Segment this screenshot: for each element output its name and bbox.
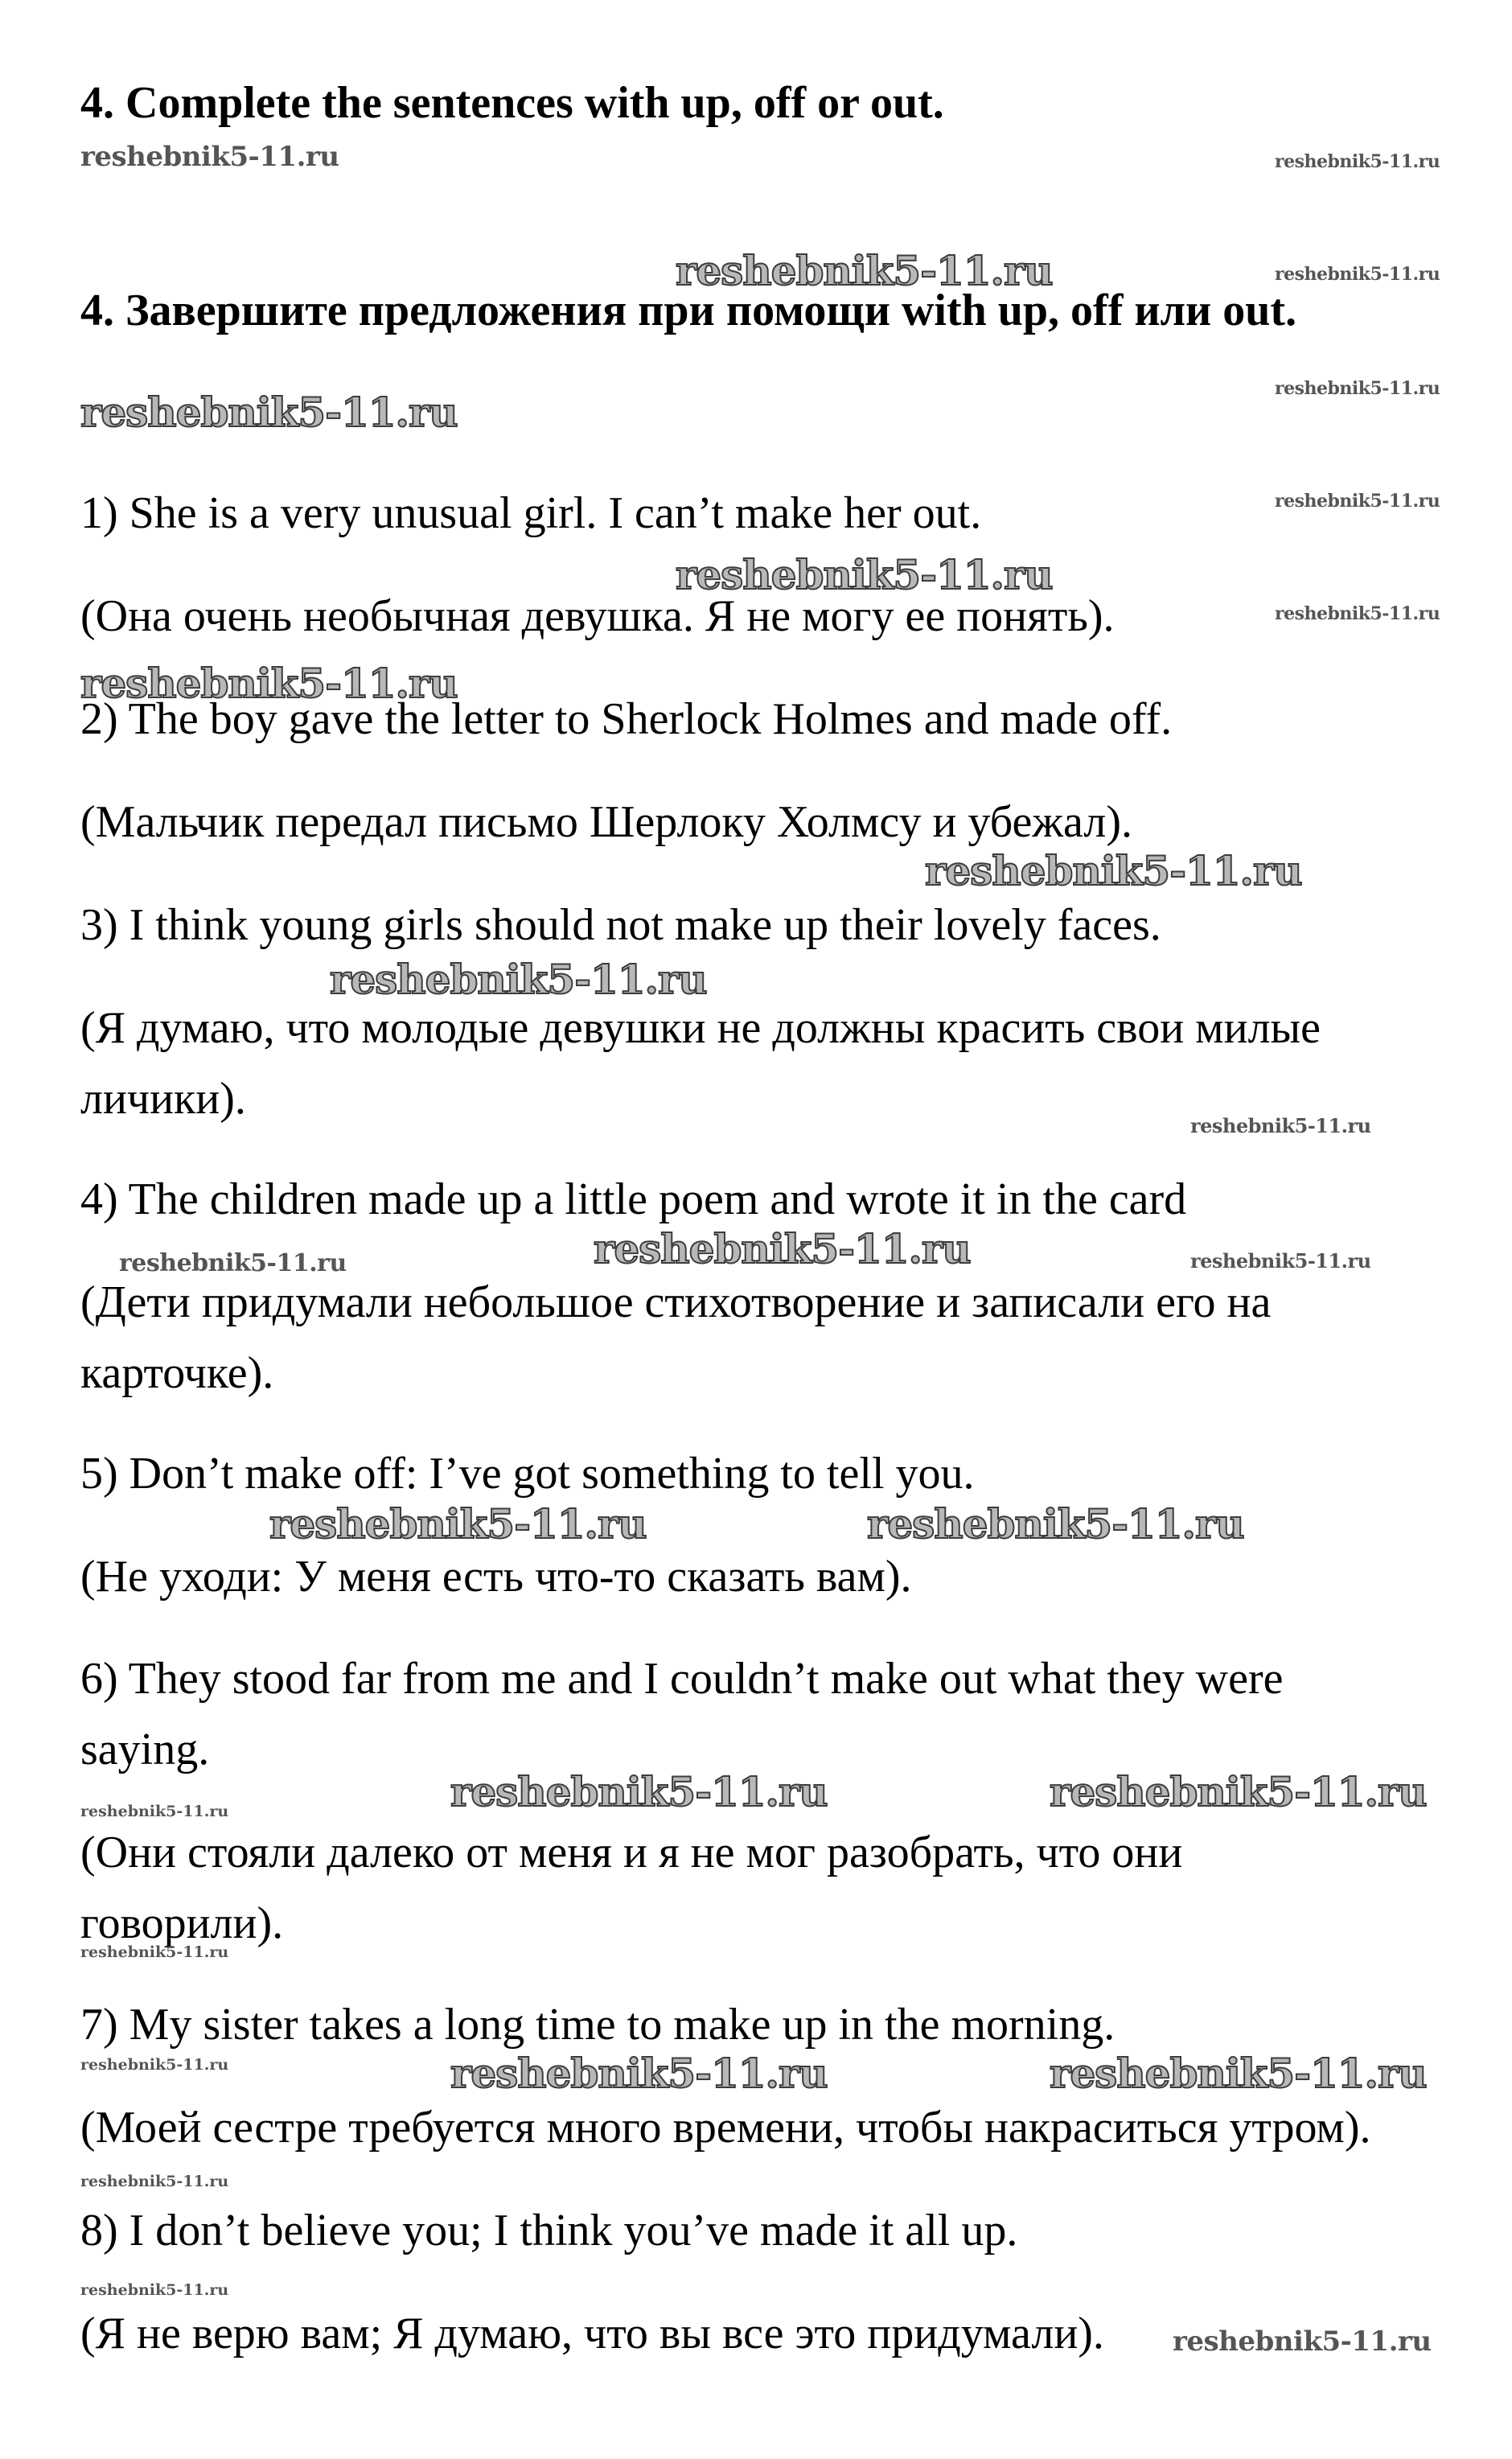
item-1-russian: (Она очень необычная девушка. Я не могу ее понять). — [80, 591, 1115, 641]
watermark-large: reshebnik5-11.ru — [1050, 1768, 1427, 1815]
watermark-small: reshebnik5-11.ru — [1275, 378, 1440, 399]
item-7-english: 7) My sister takes a long time to make up in the morning. — [80, 2000, 1116, 2050]
watermark-large: reshebnik5-11.ru — [1050, 2050, 1427, 2097]
item-2-russian: (Мальчик передал письмо Шерлоку Холмсу и убежал). — [80, 797, 1132, 847]
watermark-tiny: reshebnik5-11.ru — [80, 1803, 229, 1820]
watermark-small: reshebnik5-11.ru — [1275, 603, 1440, 624]
watermark-small: reshebnik5-11.ru — [1190, 1249, 1371, 1273]
item-1-english: 1) She is a very unusual girl. I can’t make her out. — [80, 488, 982, 538]
watermark-tiny: reshebnik5-11.ru — [80, 2173, 229, 2190]
watermark-large: reshebnik5-11.ru — [80, 389, 458, 436]
item-8-english: 8) I don’t believe you; I think you’ve made it all up. — [80, 2206, 1018, 2255]
watermark-large: reshebnik5-11.ru — [330, 956, 707, 1003]
watermark-large: reshebnik5-11.ru — [676, 247, 1053, 294]
watermark-medium: reshebnik5-11.ru — [119, 1249, 347, 1277]
item-5-russian: (Не уходи: У меня есть что-то сказать вам). — [80, 1552, 912, 1602]
watermark-large: reshebnik5-11.ru — [925, 847, 1302, 894]
watermark-tiny: reshebnik5-11.ru — [80, 1943, 229, 1961]
watermark-small: reshebnik5-11.ru — [1275, 491, 1440, 512]
watermark-medium: reshebnik5-11.ru — [80, 141, 339, 173]
watermark-small: reshebnik5-11.ru — [1275, 264, 1440, 285]
item-4-russian-line-1: (Дети придумали небольшое стихотворение и записали его на — [80, 1277, 1272, 1327]
watermark-large: reshebnik5-11.ru — [594, 1225, 971, 1273]
item-3-russian-line-2: личики). — [80, 1074, 246, 1124]
item-6-russian-line-2: говорили). — [80, 1898, 284, 1948]
watermark-large: reshebnik5-11.ru — [450, 2050, 828, 2097]
watermark-large: reshebnik5-11.ru — [867, 1500, 1244, 1548]
item-4-russian-line-2: карточке). — [80, 1348, 274, 1398]
item-7-russian: (Моей сестре требуется много времени, чтобы накраситься утром). — [80, 2103, 1371, 2153]
watermark-large: reshebnik5-11.ru — [269, 1500, 647, 1548]
item-3-russian-line-1: (Я думаю, что молодые девушки не должны красить свои милые — [80, 1003, 1321, 1053]
item-5-english: 5) Don’t make off: I’ve got something to tell you. — [80, 1449, 975, 1499]
item-4-english: 4) The children made up a little poem and wrote it in the card — [80, 1174, 1187, 1224]
item-3-english: 3) I think young girls should not make up their lovely faces. — [80, 900, 1161, 950]
watermark-large: reshebnik5-11.ru — [676, 551, 1053, 598]
item-6-english-line-1: 6) They stood far from me and I couldn’t make out what they were — [80, 1654, 1284, 1704]
item-2-english: 2) The boy gave the letter to Sherlock Holmes and made off. — [80, 694, 1173, 744]
item-6-english-line-2: saying. — [80, 1725, 210, 1774]
watermark-large: reshebnik5-11.ru — [80, 660, 458, 707]
item-6-russian-line-1: (Они стояли далеко от меня и я не мог разобрать, что они — [80, 1828, 1183, 1877]
watermark-tiny: reshebnik5-11.ru — [80, 2056, 229, 2074]
watermark-large: reshebnik5-11.ru — [450, 1768, 828, 1815]
watermark-medium: reshebnik5-11.ru — [1173, 2325, 1432, 2358]
watermark-small: reshebnik5-11.ru — [1190, 1114, 1371, 1137]
heading-russian: 4. Завершите предложения при помощи with up, off или out. — [80, 286, 1297, 335]
watermark-tiny: reshebnik5-11.ru — [80, 2281, 229, 2299]
watermark-small: reshebnik5-11.ru — [1275, 151, 1440, 172]
item-8-russian: (Я не верю вам; Я думаю, что вы все это придумали). — [80, 2309, 1104, 2358]
heading-english: 4. Complete the sentences with up, off or out. — [80, 78, 944, 128]
